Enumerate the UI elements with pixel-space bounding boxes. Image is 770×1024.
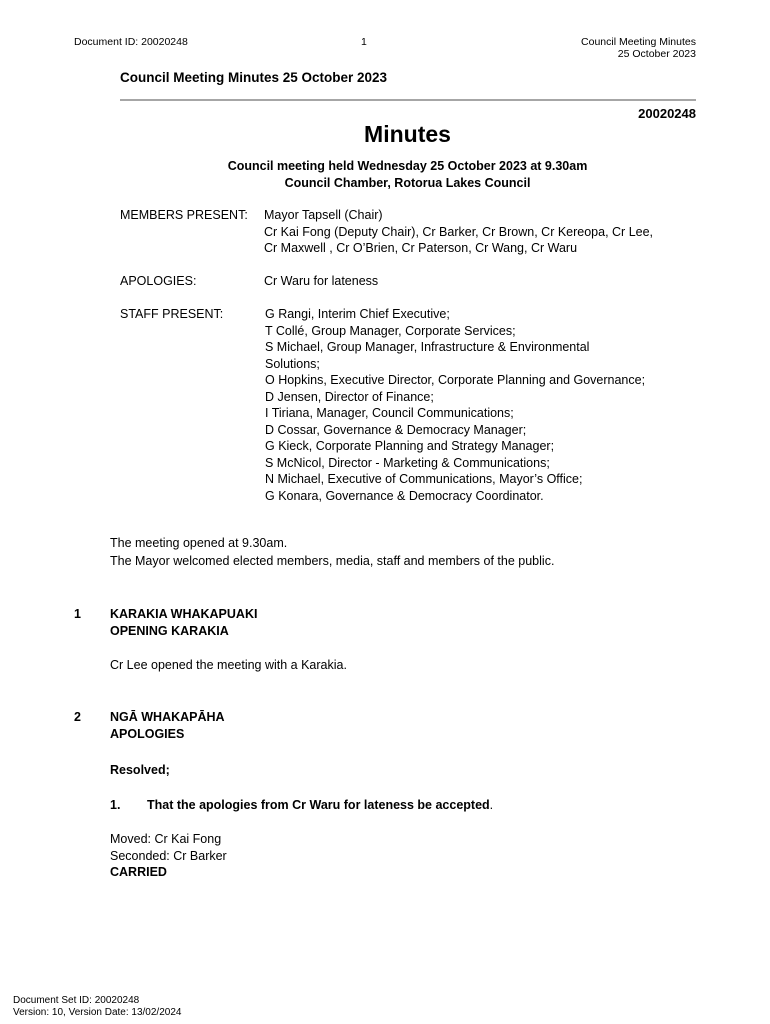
reference-number: 20020248 <box>638 106 696 121</box>
header-right-line1: Council Meeting Minutes <box>581 36 696 48</box>
doc-title: Council Meeting Minutes 25 October 2023 <box>120 70 388 85</box>
opening-line1: The meeting opened at 9.30am. <box>110 536 288 550</box>
apologies-value: Cr Waru for lateness <box>264 274 379 288</box>
staff-line: G Rangi, Interim Chief Executive; <box>265 307 450 321</box>
staff-line: I Tiriana, Manager, Council Communications; <box>265 406 514 420</box>
header-document-id: Document ID: 20020248 <box>74 36 188 48</box>
footer-set-id: Document Set ID: 20020248 <box>13 995 140 1006</box>
staff-line: N Michael, Executive of Communications, Mayor’s Office; <box>265 472 583 486</box>
members-label: MEMBERS PRESENT: <box>120 208 248 222</box>
staff-line: S Michael, Group Manager, Infrastructure & Environmental <box>265 340 590 354</box>
subtitle-line1: Council meeting held Wednesday 25 October 2023 at 9.30am <box>227 159 588 173</box>
section1-title-maori: KARAKIA WHAKAPUAKI <box>110 607 258 621</box>
members-line: Cr Kai Fong (Deputy Chair), Cr Barker, Cr Brown, Cr Kereopa, Cr Lee, <box>264 224 654 239</box>
section1-number: 1 <box>74 607 81 621</box>
resolution-item-text: That the apologies from Cr Waru for lateness be accepted <box>147 798 490 812</box>
members-line: Cr Maxwell , Cr O’Brien, Cr Paterson, Cr Wang, Cr Waru <box>264 241 578 255</box>
resolution-item-end: . <box>489 798 494 812</box>
title-rule <box>120 99 696 101</box>
staff-line: D Jensen, Director of Finance; <box>265 389 434 404</box>
resolution-item <box>147 797 493 814</box>
header-right <box>581 36 696 60</box>
staff-line: T Collé, Group Manager, Corporate Services; <box>265 323 516 338</box>
section2-title-english: APOLOGIES <box>110 727 185 741</box>
seconded-by: Seconded: Cr Barker <box>110 849 227 863</box>
subtitle-line2: Council Chamber, Rotorua Lakes Council <box>284 176 531 190</box>
footer-version: Version: 10, Version Date: 13/02/2024 <box>13 1006 182 1018</box>
section2-title-maori: NGĀ WHAKAPĀHA <box>110 710 225 724</box>
members-line: Mayor Tapsell (Chair) <box>264 208 383 222</box>
opening-line2: The Mayor welcomed elected members, media, staff and members of the public. <box>110 554 555 568</box>
section1-body: Cr Lee opened the meeting with a Karakia. <box>110 658 347 672</box>
footer <box>13 995 181 1018</box>
staff-line: Solutions; <box>265 356 320 371</box>
staff-line: S McNicol, Director - Marketing & Communications; <box>265 455 550 470</box>
section2-number: 2 <box>74 710 81 724</box>
header-right-line2: 25 October 2023 <box>617 48 696 60</box>
header-page-number: 1 <box>361 36 367 48</box>
staff-line: D Cossar, Governance & Democracy Manager; <box>265 422 527 437</box>
carried-label: CARRIED <box>110 865 167 879</box>
staff-line: G Konara, Governance & Democracy Coordinator. <box>265 488 544 503</box>
main-title: Minutes <box>364 121 451 147</box>
moved-by: Moved: Cr Kai Fong <box>110 832 222 846</box>
staff-line: G Kieck, Corporate Planning and Strategy Manager; <box>265 439 555 453</box>
staff-label: STAFF PRESENT: <box>120 307 224 321</box>
staff-line: O Hopkins, Executive Director, Corporate Planning and Governance; <box>265 373 646 387</box>
resolved-label: Resolved; <box>110 763 170 777</box>
section1-title-english: OPENING KARAKIA <box>110 624 229 638</box>
apologies-label: APOLOGIES: <box>120 274 197 288</box>
members-list <box>264 207 653 257</box>
resolution-item-number: 1. <box>110 798 121 812</box>
staff-list <box>265 306 645 504</box>
